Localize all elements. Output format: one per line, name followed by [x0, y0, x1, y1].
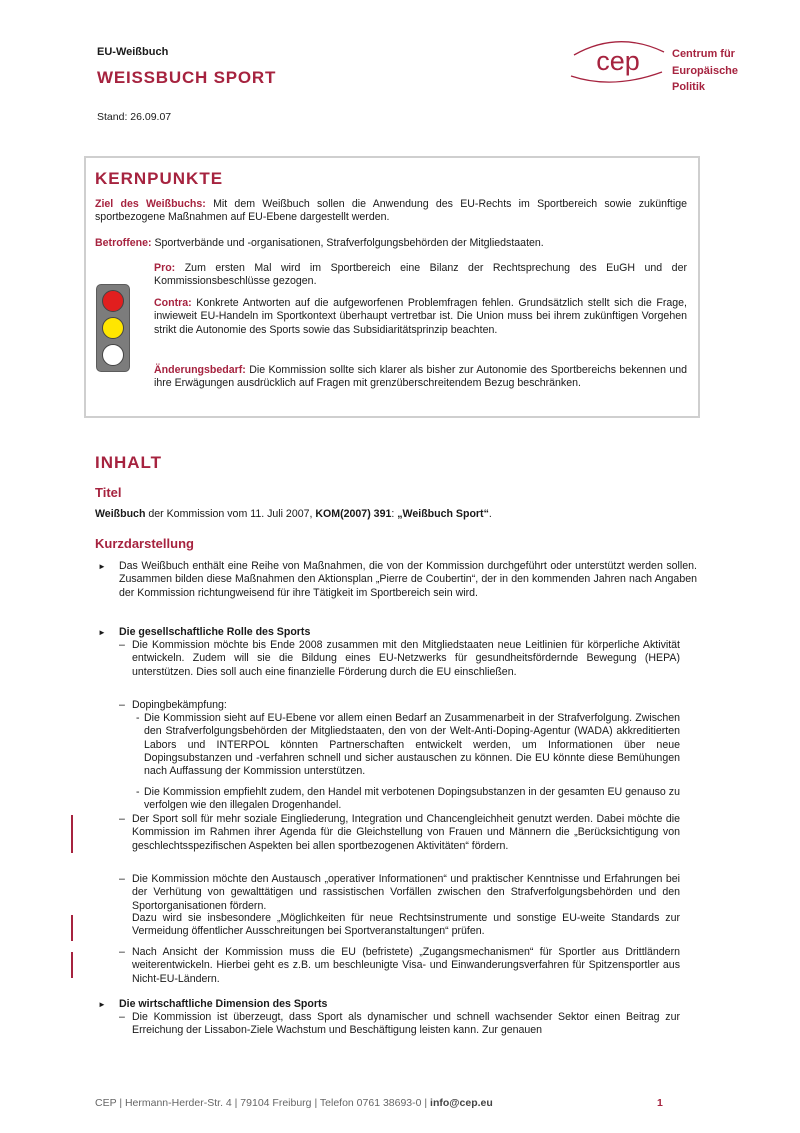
list-item	[119, 873, 680, 913]
goal-text: Mit dem Weißbuch sollen die Anwendung des EU-Rechts im Sportbereich sowie zukünftige sportbezogene Maßnahmen auf EU-Ebene dargestellt werden.	[95, 198, 688, 224]
document-date: Stand: 26.09.07	[97, 111, 172, 123]
dash-marker: –	[119, 813, 125, 825]
list-item-text: Die Kommission möchte bis Ende 2008 zusammen mit den Mitgliedstaaten neue Leitlinien für körperliche Aktivität entwickeln. Zudem will sie die Bildung eines EU-Netzwerks für gesundheitsfördernde Bewegung (HEPA) unterstützen. Dies soll auch eine finanzielle Förderung durch die EU einschließen.	[132, 639, 680, 678]
bullet-text: Das Weißbuch enthält eine Reihe von Maßnahmen, die von der Kommission durchgeführt oder unterstützt werden sollen. Zusammen bilden diese Maßnahmen den Aktionsplan „Pierre de Coubertin“, der in den kommenden Jahren nach Angaben der Kommission richtungweisend für ihre Tätigkeit im Sportbereich sein wird.	[119, 560, 697, 599]
organization-name	[672, 46, 738, 96]
contra-paragraph	[154, 297, 687, 337]
sub-dash-marker: -	[136, 786, 140, 798]
change-needed-paragraph	[154, 364, 687, 391]
title-part-2: der Kommission vom 11. Juli 2007,	[145, 508, 316, 520]
summary-subheading: Kurzdarstellung	[95, 536, 194, 551]
change-bar	[71, 952, 73, 978]
title-part-3: KOM(2007) 391	[315, 508, 392, 520]
list-item	[119, 813, 680, 853]
list-item	[119, 639, 680, 679]
list-item	[119, 1011, 680, 1038]
dash-marker: –	[119, 873, 125, 885]
list-item-continuation: Dazu wird sie insbesondere „Möglichkeiten für neue Rechtsinstrumente und sonstige EU-weite Standards zur Vermeidung öffentlicher Ausschreitungen bei Sportveranstaltungen“ prüfen.	[132, 912, 680, 938]
organization-line-1: Centrum für	[672, 48, 735, 60]
list-item	[98, 560, 697, 600]
page-number: 1	[657, 1097, 663, 1109]
goal-label: Ziel des Weißbuchs:	[95, 198, 206, 210]
list-item-text: Die Kommission ist überzeugt, dass Sport als dynamischer und schnell wachsender Sektor einen Beitrag zur Erreichung der Lissabon-Ziele Wachstum und Beschäftigung leisten kann. Zur genauen	[132, 1011, 680, 1037]
yellow-lamp-icon	[102, 317, 124, 339]
list-item	[119, 699, 680, 712]
footer-email[interactable]: info@cep.eu	[430, 1097, 493, 1109]
sub-dash-marker: -	[136, 712, 140, 724]
contra-text: Konkrete Antworten auf die aufgeworfenen Problemfragen fehlen. Grundsätzlich stellt sich die Frage, inwieweit EU-Handeln im Sportkontext überhaupt vertretbar ist. Die Union muss bei ihrem zukünftigen Vorgehen strikt die Autonomie des Sports sowie das Subsidiaritätsprinzip beachten.	[154, 297, 687, 336]
change-needed-label: Änderungsbedarf:	[154, 364, 246, 376]
affected-label: Betroffene:	[95, 237, 152, 249]
section-bullet-social	[98, 626, 697, 639]
title-part-6: .	[488, 508, 492, 520]
change-bar	[71, 815, 73, 853]
title-line	[95, 508, 492, 521]
change-bar	[71, 915, 73, 941]
key-points-title: KERNPUNKTE	[95, 169, 224, 188]
pro-label: Pro:	[154, 262, 176, 274]
sub-list-item-text: Die Kommission empfiehlt zudem, den Handel mit verbotenen Dopingsubstanzen in der gesamten EU genauso zu verfolgen wie den illegalen Drogenhandel.	[144, 786, 680, 812]
bullet-arrow-icon: ►	[98, 628, 106, 637]
change-needed-text: Die Kommission sollte sich klarer als bisher zur Autonomie des Sportbereichs bekennen und ihre Erwägungen ausdrücklich auf Fragen mit grenzüberschreitendem Bezug beschränken.	[154, 364, 687, 390]
dash-marker: –	[119, 699, 125, 711]
contra-label: Contra:	[154, 297, 192, 309]
list-item-text: Dopingbekämpfung:	[132, 699, 227, 711]
document-type: EU-Weißbuch	[97, 46, 169, 58]
affected-paragraph	[95, 237, 687, 250]
bullet-heading: Die gesellschaftliche Rolle des Sports	[119, 626, 311, 638]
sub-list-item	[136, 786, 680, 813]
bullet-heading: Die wirtschaftliche Dimension des Sports	[119, 998, 328, 1010]
sub-list-item	[136, 712, 680, 778]
goal-paragraph	[95, 198, 687, 225]
list-item-text: Die Kommission möchte den Austausch „operativer Informationen“ und praktischer Kenntnisse und Erfahrungen bei der Verhütung von gewalttätigen und rassistischen Vorfällen zwischen den Strafverfolgungsbehörden und den Sportorganisationen fördern.	[132, 873, 680, 912]
list-item-text: Nach Ansicht der Kommission muss die EU (befristete) „Zugangsmechanismen“ für Sportler aus Drittländern weiterentwickeln. Hierbei geht es z.B. um beschleunigte Visa- und Einwanderungsverfahren für Spitzensportler aus Nicht-EU-Ländern.	[132, 946, 680, 985]
bullet-arrow-icon: ►	[98, 562, 106, 571]
traffic-light-icon	[96, 284, 130, 372]
document-title: WEISSBUCH SPORT	[97, 68, 277, 87]
white-lamp-icon	[102, 344, 124, 366]
organization-line-2: Europäische	[672, 64, 739, 77]
title-subheading: Titel	[95, 485, 122, 500]
footer-address: CEP | Hermann-Herder-Str. 4 | 79104 Freiburg | Telefon 0761 38693-0 |	[95, 1097, 431, 1109]
content-heading: INHALT	[95, 453, 163, 472]
title-part-5: „Weißbuch Sport“	[397, 508, 489, 520]
affected-text: Sportverbände und -organisationen, Strafverfolgungsbehörden der Mitgliedstaaten.	[151, 237, 544, 249]
footer	[95, 1097, 493, 1110]
red-lamp-icon	[102, 290, 124, 312]
list-item-text: Der Sport soll für mehr soziale Eingliederung, Integration und Chancengleichheit genutzt werden. Dabei möchte die Kommission im Rahmen ihrer Agenda für die Gleichstellung von Frauen und Männern die „Berücksichtigung von geschlechtsspezifischen Aspekten bei allen sportbezogenen Aktivitäten“ fördern.	[132, 813, 680, 852]
sub-list-item-text: Die Kommission sieht auf EU-Ebene vor allem einen Bedarf an Zusammenarbeit in der Strafverfolgung. Zwischen den Strafverfolgungsbehörden der Mitgliedstaaten, den von der Welt-Anti-Doping-Agentur (WADA) akkreditierten Labors und INTERPOL könnten Partnerschaften entwickelt werden, um Informationen über neue Dopingsubstanzen und -verfahren schnell und sicher austauschen zu können. Die EU könnte diese Bemühungen nach Auffassung der Kommission unterstützen.	[144, 712, 680, 778]
title-part-1: Weißbuch	[95, 508, 146, 520]
list-item	[119, 946, 680, 986]
logo-wordmark: cep	[596, 46, 640, 76]
pro-text: Zum ersten Mal wird im Sportbereich eine Bilanz der Rechtsprechung des EuGH und der Kommissionsbeschlüsse gezogen.	[154, 262, 687, 288]
section-bullet-economic	[98, 998, 697, 1011]
dash-marker: –	[119, 639, 125, 651]
cep-logo	[568, 36, 668, 84]
dash-marker: –	[119, 1011, 125, 1023]
dash-marker: –	[119, 946, 125, 958]
bullet-arrow-icon: ►	[98, 1000, 106, 1009]
title-part-4: :	[391, 508, 398, 520]
pro-paragraph	[154, 262, 687, 289]
organization-line-3: Politik	[672, 81, 706, 93]
